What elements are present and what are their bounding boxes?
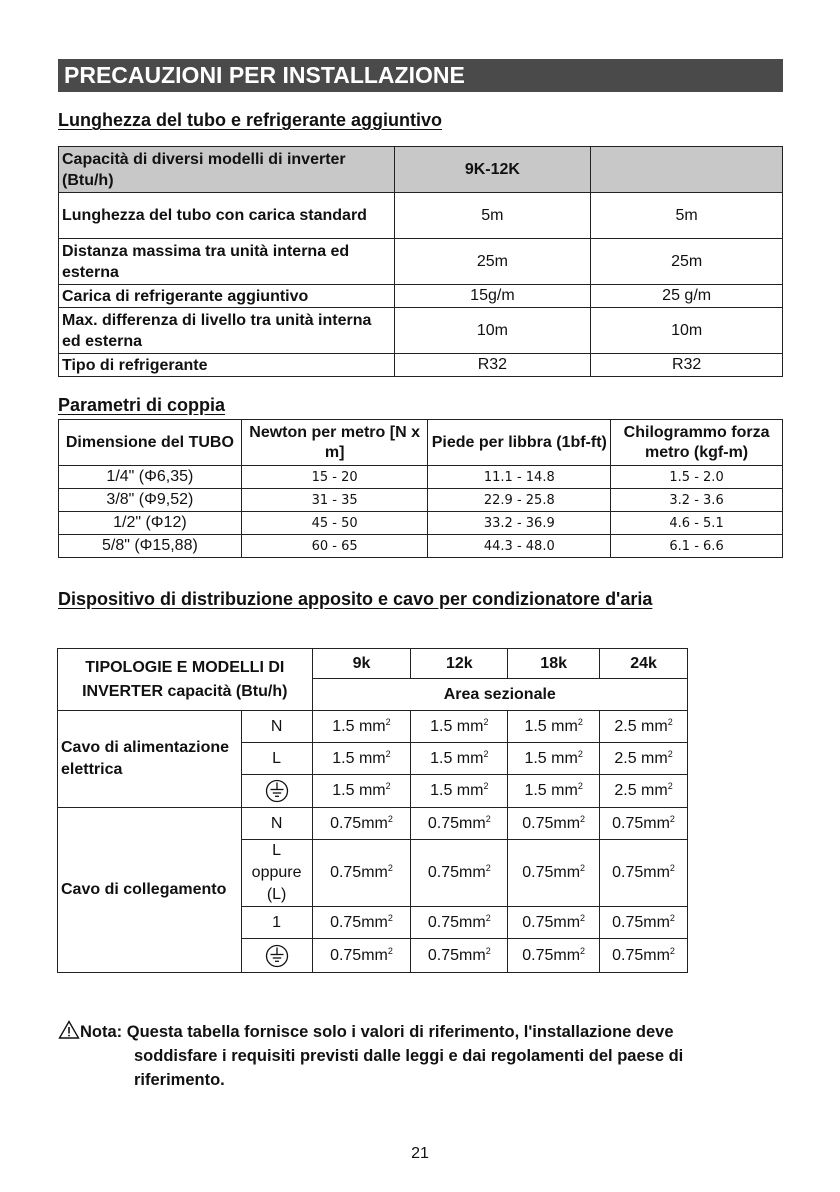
area-unit: mm — [459, 946, 486, 964]
row-value: R32 — [591, 354, 783, 377]
header-cell: Piede per libbra (1bf-ft) — [428, 420, 611, 466]
area-value — [508, 775, 600, 808]
row-value: 15g/m — [394, 285, 591, 308]
row-value: 25 g/m — [591, 285, 783, 308]
row-label: Carica di refrigerante aggiuntivo — [59, 285, 395, 308]
wire-label: N — [241, 711, 312, 743]
area-number: 1.5 — [430, 749, 453, 767]
row-label: Lunghezza del tubo con carica standard — [59, 193, 395, 239]
area-number: 0.75 — [522, 913, 554, 931]
table-row — [59, 308, 783, 354]
area-number: 0.75 — [612, 946, 644, 964]
area-value — [312, 840, 411, 907]
area-number: 1.5 — [332, 749, 355, 767]
area-value — [600, 907, 688, 939]
area-value — [312, 711, 411, 743]
area-unit-power: 2 — [485, 863, 491, 873]
cell-value: 11.1 - 14.8 — [428, 466, 611, 489]
cell-value: 31 - 35 — [241, 489, 428, 512]
area-number: 0.75 — [522, 946, 554, 964]
area-number: 0.75 — [330, 913, 362, 931]
area-value — [600, 808, 688, 840]
area-number: 2.5 — [614, 782, 637, 799]
area-unit-power: 2 — [387, 813, 393, 824]
area-unit: mm — [361, 864, 388, 881]
cell-value: 45 - 50 — [241, 512, 428, 535]
area-number: 0.75 — [522, 864, 554, 881]
capacity-header: 18k — [508, 649, 600, 679]
area-unit: mm — [354, 749, 386, 767]
area-value — [411, 743, 508, 775]
ground-icon — [265, 944, 289, 968]
area-unit: mm — [546, 782, 578, 799]
header-cell: Newton per metro [N x m] — [241, 420, 428, 466]
area-number: 1.5 — [430, 782, 453, 799]
area-unit-power: 2 — [485, 945, 491, 956]
header-col2 — [591, 147, 783, 193]
area-number: 0.75 — [612, 814, 644, 832]
row-value: 10m — [591, 308, 783, 354]
area-unit-power: 2 — [577, 781, 583, 791]
area-value — [600, 711, 688, 743]
area-unit-power: 2 — [669, 912, 675, 923]
area-unit: mm — [636, 749, 668, 767]
area-unit-power: 2 — [483, 781, 489, 791]
cell-value: 44.3 - 48.0 — [428, 535, 611, 558]
area-value — [411, 939, 508, 973]
section-banner: PRECAUZIONI PER INSTALLAZIONE — [58, 59, 783, 92]
area-value — [312, 939, 411, 973]
area-value — [508, 907, 600, 939]
area-unit-power: 2 — [667, 748, 673, 759]
note-line: riferimento. — [134, 1071, 225, 1089]
area-value — [600, 743, 688, 775]
area-value — [312, 743, 411, 775]
area-unit: mm — [553, 814, 581, 832]
area-number: 0.75 — [612, 864, 644, 881]
area-number: 0.75 — [427, 946, 460, 964]
table-row — [59, 239, 783, 285]
cell-value: 60 - 65 — [241, 535, 428, 558]
area-unit-power: 2 — [669, 813, 675, 824]
area-unit: mm — [354, 782, 386, 799]
table-header-row — [59, 147, 783, 193]
area-unit-power: 2 — [580, 863, 586, 873]
wire-label: L — [241, 743, 312, 775]
area-unit-power: 2 — [387, 863, 393, 873]
cell-value: 22.9 - 25.8 — [428, 489, 611, 512]
table-row — [59, 193, 783, 239]
area-unit-power: 2 — [485, 813, 491, 824]
area-unit: mm — [546, 717, 578, 735]
note-line: Questa tabella fornisce solo i valori di riferimento, l'installazione deve — [126, 1023, 674, 1041]
area-unit-power: 2 — [667, 781, 673, 791]
area-value — [411, 907, 508, 939]
note-line: soddisfare i requisiti previsti dalle leggi e dai regolamenti del paese di — [134, 1047, 684, 1065]
pipe-length-table — [58, 146, 783, 377]
area-unit-power: 2 — [580, 945, 586, 956]
row-value: 25m — [394, 239, 591, 285]
area-number: 2.5 — [614, 749, 637, 767]
area-value — [312, 775, 411, 808]
header-col1: 9K-12K — [394, 147, 591, 193]
table-header-row — [59, 420, 783, 466]
area-unit: mm — [636, 717, 668, 735]
area-unit: mm — [643, 814, 670, 832]
cell-value: 3.2 - 3.6 — [611, 489, 783, 512]
table-row — [59, 489, 783, 512]
area-unit: mm — [452, 782, 484, 799]
warning-icon — [58, 1020, 80, 1039]
area-number: 0.75 — [427, 814, 460, 832]
cable-table — [57, 648, 688, 973]
table-row — [59, 285, 783, 308]
area-unit: mm — [636, 782, 668, 799]
note — [58, 1020, 758, 1092]
area-unit-power: 2 — [580, 813, 586, 824]
area-number: 0.75 — [330, 864, 362, 881]
area-value — [508, 939, 600, 973]
table-row — [59, 354, 783, 377]
area-unit: mm — [459, 814, 486, 832]
capacity-header: 9k — [312, 649, 411, 679]
wire-label: 1 — [241, 907, 312, 939]
header-label: Capacità di diversi modelli di inverter (Btu/h) — [59, 147, 395, 193]
area-unit-power: 2 — [387, 912, 393, 923]
cell-value: 33.2 - 36.9 — [428, 512, 611, 535]
area-unit-power: 2 — [483, 716, 489, 727]
area-number: 0.75 — [427, 864, 460, 881]
header-cell: Chilogrammo forza metro (kgf-m) — [611, 420, 783, 466]
area-number: 2.5 — [614, 717, 637, 735]
area-unit: mm — [553, 864, 581, 881]
area-unit: mm — [452, 717, 484, 735]
area-unit: mm — [546, 749, 578, 767]
area-number: 0.75 — [522, 814, 554, 832]
area-value — [600, 840, 688, 907]
ground-icon — [265, 779, 289, 803]
area-unit: mm — [643, 946, 670, 964]
link-rows — [58, 808, 688, 973]
area-number: 1.5 — [332, 782, 355, 799]
header-cell: Dimensione del TUBO — [59, 420, 242, 466]
area-unit: mm — [459, 913, 486, 931]
area-number: 1.5 — [332, 717, 355, 735]
area-unit: mm — [354, 717, 386, 735]
area-unit: mm — [643, 864, 670, 881]
area-value — [600, 775, 688, 808]
wire-label — [241, 775, 312, 808]
cable-section-title: Dispositivo di distribuzione apposito e cavo per condizionatore d'aria — [58, 589, 653, 609]
wire-text: L oppure (L) — [251, 842, 302, 903]
area-unit-power: 2 — [577, 748, 583, 759]
area-value — [411, 711, 508, 743]
cell-value: 6.1 - 6.6 — [611, 535, 783, 558]
cell-value: 15 - 20 — [241, 466, 428, 489]
cell-value: 1.5 - 2.0 — [611, 466, 783, 489]
capacity-header: 24k — [600, 649, 688, 679]
wire-label — [241, 939, 312, 973]
pipe-size: 1/4" (Φ6,35) — [59, 466, 242, 489]
table-row — [59, 466, 783, 489]
note-label: Nota: — [80, 1023, 123, 1041]
area-number: 0.75 — [330, 946, 362, 964]
row-label: Max. differenza di livello tra unità interna ed esterna — [59, 308, 395, 354]
area-unit: mm — [361, 946, 388, 964]
power-cable-group: Cavo di alimentazione elettrica — [58, 711, 242, 808]
row-value: 5m — [394, 193, 591, 239]
area-value — [411, 775, 508, 808]
area-number: 1.5 — [430, 717, 453, 735]
area-unit: mm — [643, 913, 670, 931]
area-unit-power: 2 — [385, 748, 391, 759]
area-value — [312, 907, 411, 939]
area-value — [411, 840, 508, 907]
area-unit-power: 2 — [385, 716, 391, 727]
area-unit-power: 2 — [580, 912, 586, 923]
area-unit-power: 2 — [483, 748, 489, 759]
table-header-row — [58, 649, 688, 679]
area-unit: mm — [553, 946, 581, 964]
area-value — [508, 840, 600, 907]
table-row — [58, 808, 688, 840]
area-value — [600, 939, 688, 973]
link-cable-group: Cavo di collegamento — [58, 808, 242, 973]
area-value — [508, 808, 600, 840]
row-label: Tipo di refrigerante — [59, 354, 395, 377]
power-rows — [58, 711, 688, 808]
area-unit-power: 2 — [387, 945, 393, 956]
area-number: 0.75 — [330, 814, 362, 832]
area-label: Area sezionale — [312, 679, 687, 711]
area-number: 1.5 — [524, 717, 547, 735]
area-unit-power: 2 — [485, 912, 491, 923]
area-unit: mm — [452, 749, 484, 767]
area-number: 1.5 — [524, 782, 547, 799]
area-unit: mm — [361, 814, 388, 832]
area-number: 0.75 — [612, 913, 644, 931]
area-number: 1.5 — [524, 749, 547, 767]
area-value — [508, 711, 600, 743]
area-value — [411, 808, 508, 840]
area-unit: mm — [553, 913, 581, 931]
row-value: 10m — [394, 308, 591, 354]
table-row — [58, 711, 688, 743]
area-unit: mm — [361, 913, 388, 931]
pipe-section-title: Lunghezza del tubo e refrigerante aggiuntivo — [58, 110, 443, 130]
corner-label: TIPOLOGIE E MODELLI DI INVERTER capacità (Btu/h) — [58, 649, 313, 711]
pipe-size: 3/8" (Φ9,52) — [59, 489, 242, 512]
area-value — [508, 743, 600, 775]
torque-section-title: Parametri di coppia — [58, 395, 226, 415]
row-value: 5m — [591, 193, 783, 239]
wire-label: N — [241, 808, 312, 840]
area-number: 0.75 — [427, 913, 460, 931]
area-unit-power: 2 — [669, 945, 675, 956]
area-unit-power: 2 — [667, 716, 673, 727]
table-row — [59, 535, 783, 558]
capacity-header: 12k — [411, 649, 508, 679]
table-row — [59, 512, 783, 535]
area-value — [312, 808, 411, 840]
pipe-size: 1/2" (Φ12) — [59, 512, 242, 535]
torque-table — [58, 419, 783, 558]
cell-value: 4.6 - 5.1 — [611, 512, 783, 535]
page-number: 21 — [411, 1145, 429, 1162]
row-value: R32 — [394, 354, 591, 377]
row-value: 25m — [591, 239, 783, 285]
area-unit: mm — [459, 864, 486, 881]
pipe-size: 5/8" (Φ15,88) — [59, 535, 242, 558]
area-unit-power: 2 — [577, 716, 583, 727]
area-unit-power: 2 — [669, 863, 675, 873]
wire-label — [241, 840, 312, 907]
area-unit-power: 2 — [385, 781, 391, 791]
row-label: Distanza massima tra unità interna ed esterna — [59, 239, 395, 285]
